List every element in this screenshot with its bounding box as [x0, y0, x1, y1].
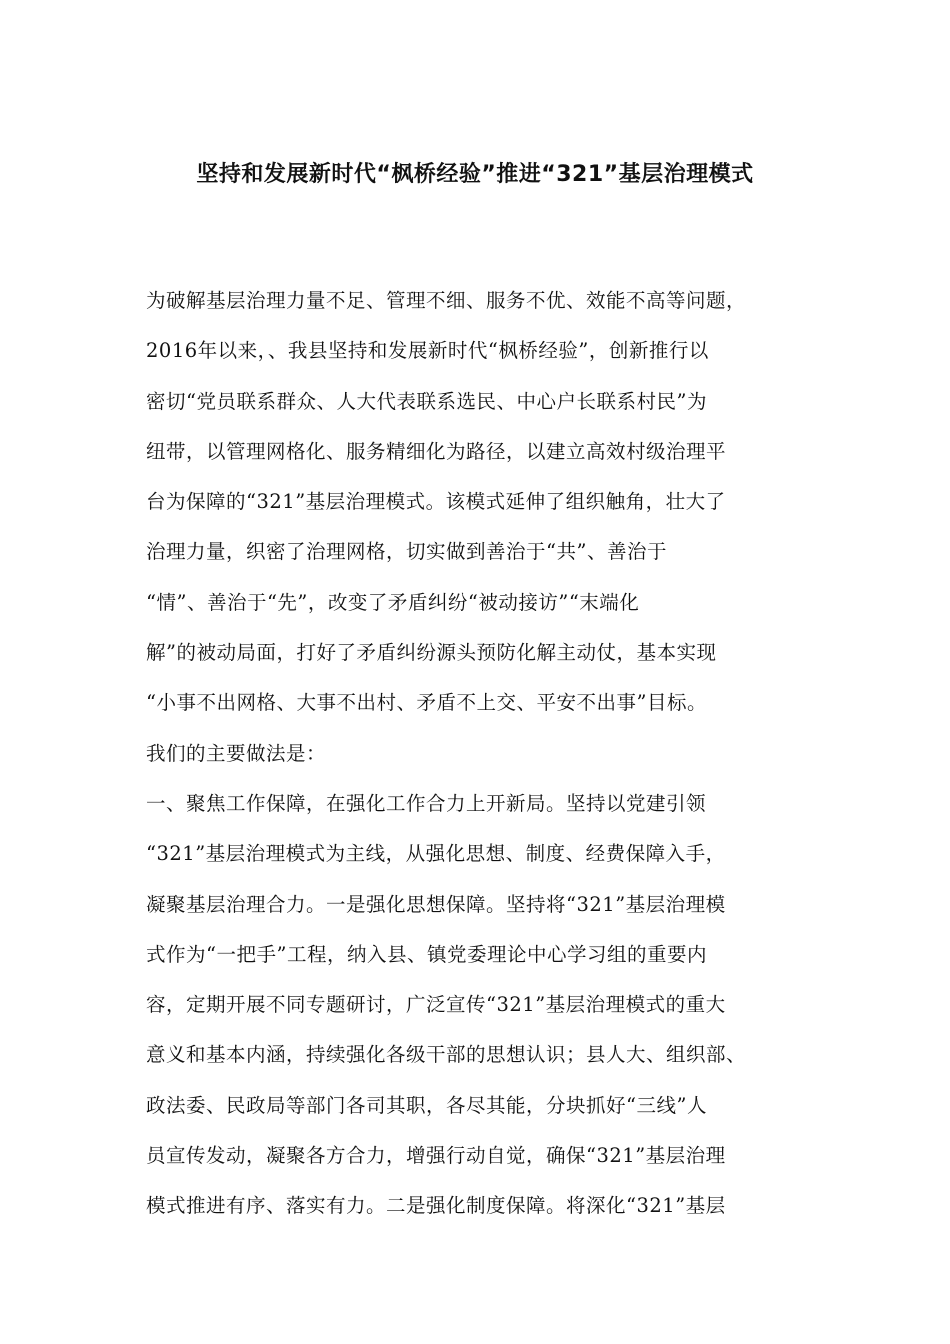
body-line: 治理力量，织密了治理网格，切实做到善治于“共”、善治于 — [146, 540, 667, 564]
body-line: 2016年以来，、我县坚持和发展新时代“枫桥经验”，创新推行以 — [146, 339, 709, 363]
body-line: “321”基层治理模式为主线，从强化思想、制度、经费保障入手， — [146, 842, 726, 866]
body-line: 意义和基本内涵，持续强化各级干部的思想认识；县人大、组织部、 — [146, 1043, 747, 1067]
document-title: 坚持和发展新时代“枫桥经验”推进“321”基层治理模式 — [196, 162, 754, 187]
body-line: 容，定期开展不同专题研讨，广泛宣传“321”基层治理模式的重大 — [146, 993, 726, 1017]
body-line: “情”、善治于“先”，改变了矛盾纠纷“被动接访”“末端化 — [146, 590, 640, 614]
body-line: 模式推进有序、落实有力。二是强化制度保障。将深化“321”基层 — [146, 1194, 726, 1218]
body-line: 我们的主要做法是： — [146, 741, 327, 765]
body-line: 一、聚焦工作保障，在强化工作合力上开新局。坚持以党建引领 — [146, 791, 707, 815]
body-line: 纽带，以管理网格化、服务精细化为路径，以建立高效村级治理平 — [146, 439, 727, 463]
body-line: 凝聚基层治理合力。一是强化思想保障。坚持将“321”基层治理模 — [146, 892, 726, 916]
body-line: “小事不出网格、大事不出村、矛盾不上交、平安不出事”目标。 — [146, 691, 707, 715]
body-line: 式作为“一把手”工程，纳入县、镇党委理论中心学习组的重要内 — [146, 942, 707, 966]
body-line: 解”的被动局面，打好了矛盾纠纷源头预防化解主动仗，基本实现 — [146, 641, 717, 665]
body-line: 员宣传发动，凝聚各方合力，增强行动自觉，确保“321”基层治理 — [146, 1144, 726, 1168]
body-line: 台为保障的“321”基层治理模式。该模式延伸了组织触角，壮大了 — [146, 490, 726, 514]
body-line: 政法委、民政局等部门各司其职，各尽其能，分块抓好“三线”人 — [146, 1093, 707, 1117]
body-line: 密切“党员联系群众、人大代表联系选民、中心户长联系村民”为 — [146, 389, 707, 413]
body-line: 为破解基层治理力量不足、管理不细、服务不优、效能不高等问题， — [146, 289, 747, 312]
document-body — [146, 284, 826, 1240]
